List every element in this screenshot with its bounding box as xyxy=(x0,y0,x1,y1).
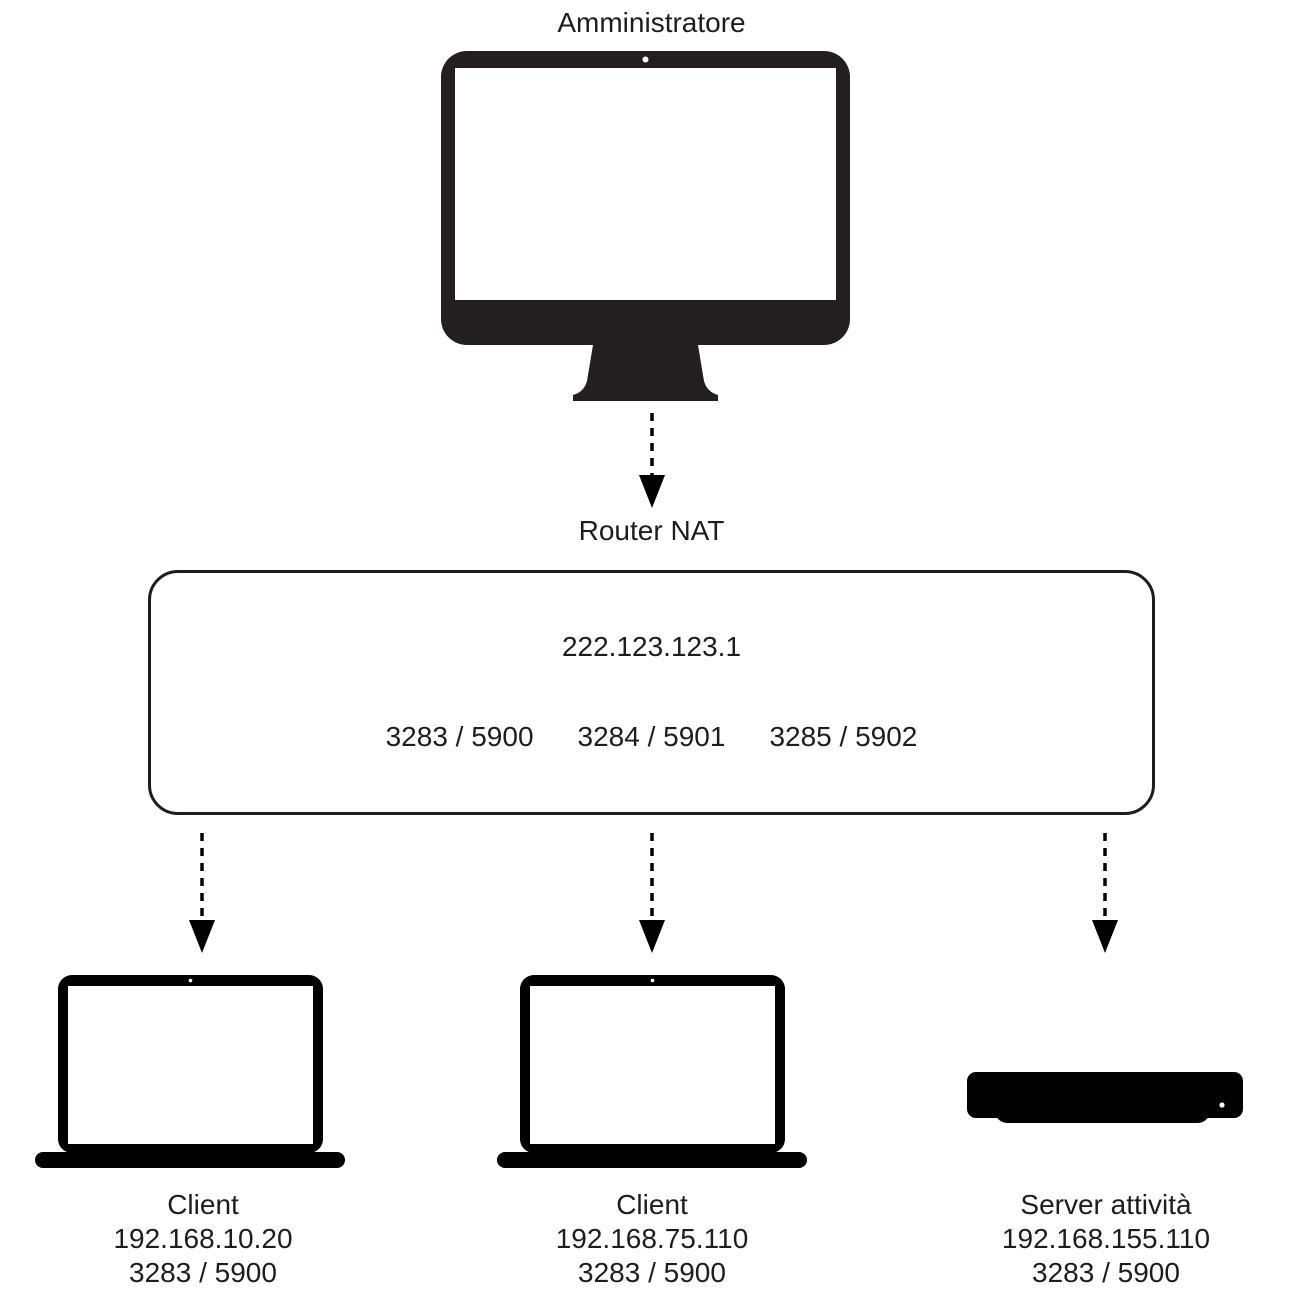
router-port-mappings xyxy=(151,721,1152,753)
laptop-icon xyxy=(497,975,807,1171)
port-mapping: 3283 / 5900 xyxy=(385,721,534,752)
device-name: Server attività xyxy=(1020,1189,1192,1220)
router-public-ip: 222.123.123.1 xyxy=(561,631,742,662)
device-name: Client xyxy=(616,1189,688,1220)
device-ports: 3283 / 5900 xyxy=(578,1257,726,1288)
device-ip: 192.168.10.20 xyxy=(113,1223,293,1254)
router-nat-box xyxy=(148,570,1155,815)
device-label-client-1 xyxy=(3,1188,403,1290)
router-label: Router NAT xyxy=(578,515,725,546)
imac-icon xyxy=(441,51,850,401)
arrow-down-icon xyxy=(637,413,667,508)
admin-label: Amministratore xyxy=(557,7,746,38)
arrow-down-icon xyxy=(637,833,667,953)
device-ip: 192.168.155.110 xyxy=(1001,1223,1211,1254)
device-ports: 3283 / 5900 xyxy=(129,1257,277,1288)
port-mapping: 3285 / 5902 xyxy=(769,721,918,752)
device-label-server xyxy=(906,1188,1303,1290)
device-name: Client xyxy=(167,1189,239,1220)
arrow-down-icon xyxy=(1090,833,1120,953)
device-ip: 192.168.75.110 xyxy=(555,1223,749,1254)
port-mapping: 3284 / 5901 xyxy=(577,721,726,752)
arrow-down-icon xyxy=(187,833,217,953)
laptop-icon xyxy=(35,975,345,1171)
device-ports: 3283 / 5900 xyxy=(1032,1257,1180,1288)
device-label-client-2 xyxy=(452,1188,852,1290)
server-icon xyxy=(967,1072,1243,1126)
